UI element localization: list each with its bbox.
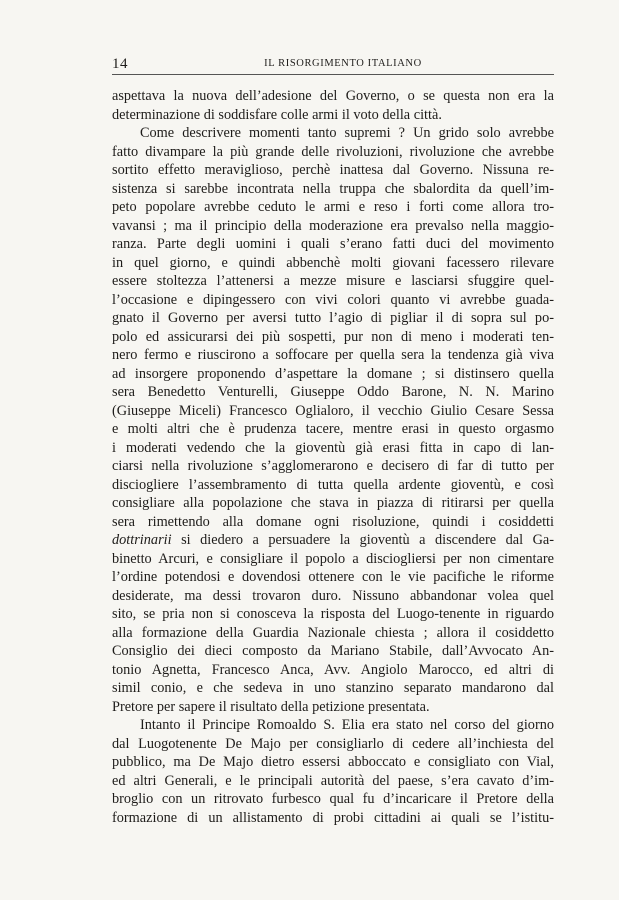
text-line: essere stoltezza l’attenersi a mezze misure e lasciarsi sfuggire quel- [112, 273, 554, 289]
text-line: polo ed assicurarsi dei più sospetti, pur non di meno i moderati ten- [112, 328, 554, 345]
text-line: consigliare alla popolazione che stava in piazza di ritirarsi per quella [112, 495, 554, 511]
text-line: sistenza si sarebbe incontrata nella truppa che sbalordita da quell’im- [112, 180, 554, 197]
text-line: sera Benedetto Venturelli, Giuseppe Oddo Barone, N. N. Marino [112, 384, 554, 400]
text-line: vavansi ; ma il principio della moderazione era prevalso nella maggio- [112, 217, 554, 234]
text-line: ad insorgere proponendo d’aspettare la domane ; si distinsero quella [112, 365, 554, 382]
text-line: ranza. Parte degli uomini i quali s’erano fatti duci del movimento [112, 236, 554, 252]
page-header [112, 56, 554, 75]
text-line: pubblico, ma De Majo dietro essersi abboccato e consigliato con Vial, [112, 754, 554, 770]
text-line: Consiglio dei dieci composto da Mariano Stabile, dall’Avvocato An- [112, 643, 554, 659]
text-line: nero fermo e riuscirono a soffocare per quella sera la tendenza già viva [112, 347, 554, 363]
text-fragment: si diedero a persuadere la gioventù a discendere dal Ga- [171, 532, 554, 548]
text-line: tonio Agnetta, Francesco Anca, Avv. Angiolo Marocco, ed altri di [112, 661, 554, 678]
text-line: in quel giorno, e quindi abbenchè molti giovani facessero rilevare [112, 254, 554, 271]
italic-term: dottrinarii [112, 532, 172, 548]
text-line: sera rimettendo alla domane ogni risoluzione, quindi i cosiddetti [112, 513, 554, 530]
text-line: Intanto il Principe Romoaldo S. Elia era stato nel corso del giorno [140, 717, 554, 733]
body-text [112, 87, 554, 827]
text-line: determinazione di soddisfare colle armi il voto della città. [112, 106, 442, 123]
text-line: alla formazione della Guardia Nazionale chiesta ; allora il cosiddetto [112, 624, 554, 641]
text-line: disciogliere l’assembramento di tutta quella ardente gioventù, e così [112, 476, 554, 493]
text-line: Pretore per sapere il risultato della petizione presentata. [112, 698, 430, 715]
text-line: Come descrivere momenti tanto supremi ? Un grido solo avrebbe [140, 125, 554, 141]
text-line: gnato il Governo per aversi tutto l’agio di pigliar il di sopra sul po- [112, 310, 554, 326]
text-line: binetto Arcuri, e consigliare il popolo a disciogliersi per non cimentare [112, 550, 554, 567]
text-line: ed altri Generali, e le principali autorità del paese, s’era cavato d’im- [112, 772, 554, 789]
text-line: simil conio, e che sedeva in uno stanzino separato mandarono dal [112, 680, 554, 696]
text-line: e molti altri che è prudenza tacere, mentre erasi in questo orgasmo [112, 421, 554, 437]
text-line-with-italic [112, 531, 554, 550]
text-line: i moderati vedendo che la gioventù già erasi fitta in capo di lan- [112, 439, 554, 456]
page-number: 14 [112, 56, 128, 72]
text-line: peto popolare avrebbe ceduto le armi e reso i forti come allora tro- [112, 199, 554, 215]
text-line: (Giuseppe Miceli) Francesco Oglialoro, il vecchio Giulio Cesare Sessa [112, 402, 554, 419]
text-line: fatto divampare la più grande delle rivoluzioni, rivoluzione che avrebbe [112, 143, 554, 160]
text-line: dal Luogotenente De Majo per consigliarlo di cedere all’inchiesta del [112, 735, 554, 752]
text-line: broglio con un ritrovato furbesco qual fu d’incaricare il Pretore della [112, 791, 554, 807]
text-line: sortito effetto meraviglioso, perchè inattesa dal Governo. Nissuna re- [112, 162, 554, 178]
text-line: sito, se pria non si conosceva la risposta del Luogo-tenente in riguardo [112, 606, 554, 622]
text-line: l’ordine potendosi e dovendosi ottenere con le vie pacifiche le riforme [112, 569, 554, 585]
text-line: desiderate, ma dessi trovaron duro. Nissuno abbandonar volea quel [112, 587, 554, 604]
running-title: IL RISORGIMENTO ITALIANO [264, 58, 422, 69]
text-line: formazione di un allistamento di probi cittadini ai quali se l’istitu- [112, 809, 554, 826]
text-line: l’occasione e dipingessero con vivi colori quanto vi avrebbe guada- [112, 291, 554, 308]
text-line: ciarsi nella rivoluzione s’agglomerarono e decisero di far di tutto per [112, 458, 554, 474]
text-line: aspettava la nuova dell’adesione del Governo, o se questa non era la [112, 88, 554, 104]
